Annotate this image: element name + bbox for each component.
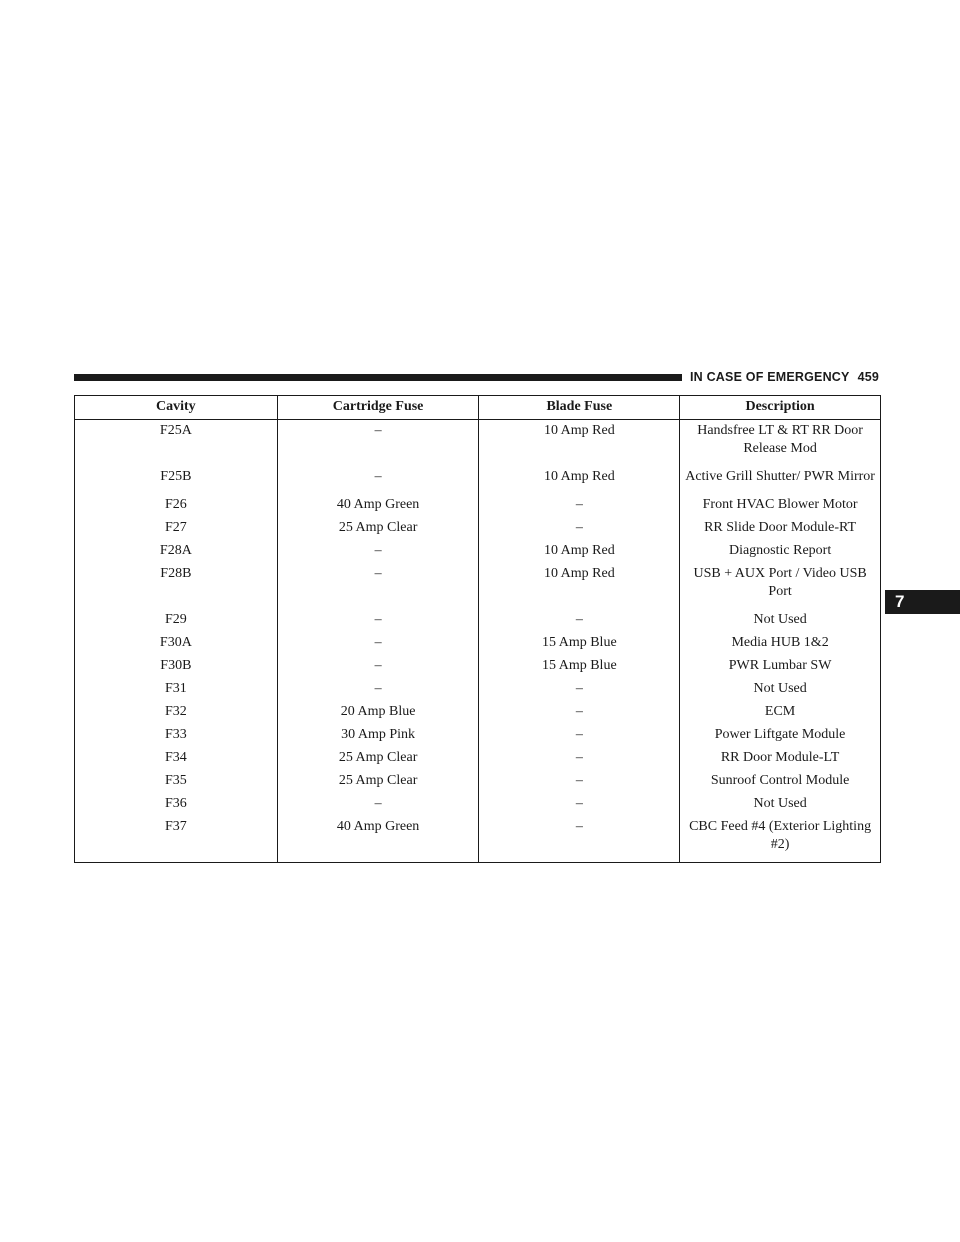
cell-cartridge-fuse: 30 Amp Pink (277, 724, 479, 747)
cell-cavity: F30A (75, 632, 278, 655)
fuse-table (74, 395, 881, 863)
cell-description: USB + AUX Port / Video USB Port (680, 563, 881, 609)
cell-description: Handsfree LT & RT RR Door Release Mod (680, 420, 881, 467)
cell-cavity: F33 (75, 724, 278, 747)
cell-cartridge-fuse: – (277, 420, 479, 467)
cell-cavity: F28B (75, 563, 278, 609)
cell-cavity: F27 (75, 517, 278, 540)
cell-description: ECM (680, 701, 881, 724)
cell-cavity: F25A (75, 420, 278, 467)
table-row (75, 466, 881, 494)
running-header (690, 369, 879, 385)
cell-description: Not Used (680, 793, 881, 816)
cell-cavity: F31 (75, 678, 278, 701)
cell-blade-fuse: 10 Amp Red (479, 466, 680, 494)
table-row (75, 770, 881, 793)
cell-cavity: F25B (75, 466, 278, 494)
cell-description: Front HVAC Blower Motor (680, 494, 881, 517)
cell-description: Media HUB 1&2 (680, 632, 881, 655)
table-header-row (75, 396, 881, 420)
cell-cavity: F37 (75, 816, 278, 863)
column-header-cartridge-fuse: Cartridge Fuse (277, 396, 479, 420)
cell-cartridge-fuse: – (277, 609, 479, 632)
cell-blade-fuse: – (479, 724, 680, 747)
table-row (75, 609, 881, 632)
table-row (75, 540, 881, 563)
section-title: IN CASE OF EMERGENCY (690, 370, 850, 384)
cell-cavity: F36 (75, 793, 278, 816)
cell-description: Power Liftgate Module (680, 724, 881, 747)
table-row (75, 420, 881, 467)
cell-cartridge-fuse: – (277, 563, 479, 609)
cell-blade-fuse: – (479, 678, 680, 701)
column-header-cavity: Cavity (75, 396, 278, 420)
header-rule (74, 374, 682, 381)
cell-cartridge-fuse: – (277, 678, 479, 701)
cell-blade-fuse: 10 Amp Red (479, 563, 680, 609)
cell-cartridge-fuse: – (277, 632, 479, 655)
cell-cartridge-fuse: 20 Amp Blue (277, 701, 479, 724)
cell-description: Diagnostic Report (680, 540, 881, 563)
cell-cartridge-fuse: 40 Amp Green (277, 816, 479, 863)
column-header-blade-fuse: Blade Fuse (479, 396, 680, 420)
cell-cartridge-fuse: 40 Amp Green (277, 494, 479, 517)
cell-blade-fuse: – (479, 517, 680, 540)
column-header-description: Description (680, 396, 881, 420)
table-row (75, 563, 881, 609)
cell-blade-fuse: – (479, 701, 680, 724)
cell-description: Sunroof Control Module (680, 770, 881, 793)
chapter-tab: 7 (885, 590, 960, 614)
table-row (75, 517, 881, 540)
cell-blade-fuse: – (479, 747, 680, 770)
cell-description: RR Door Module-LT (680, 747, 881, 770)
cell-cartridge-fuse: 25 Amp Clear (277, 770, 479, 793)
cell-cavity: F30B (75, 655, 278, 678)
cell-description: CBC Feed #4 (Exterior Lighting #2) (680, 816, 881, 863)
table-row (75, 747, 881, 770)
cell-blade-fuse: – (479, 793, 680, 816)
cell-description: Active Grill Shutter/ PWR Mirror (680, 466, 881, 494)
cell-description: RR Slide Door Module-RT (680, 517, 881, 540)
cell-cartridge-fuse: – (277, 466, 479, 494)
cell-cartridge-fuse: 25 Amp Clear (277, 747, 479, 770)
cell-blade-fuse: – (479, 816, 680, 863)
table-row (75, 632, 881, 655)
cell-cavity: F28A (75, 540, 278, 563)
cell-cartridge-fuse: – (277, 793, 479, 816)
table-row (75, 655, 881, 678)
cell-cartridge-fuse: – (277, 655, 479, 678)
cell-blade-fuse: – (479, 770, 680, 793)
cell-cavity: F35 (75, 770, 278, 793)
table-row (75, 816, 881, 863)
cell-cavity: F29 (75, 609, 278, 632)
cell-blade-fuse: 15 Amp Blue (479, 632, 680, 655)
table-body (75, 420, 881, 863)
table-row (75, 724, 881, 747)
cell-cartridge-fuse: – (277, 540, 479, 563)
cell-cavity: F32 (75, 701, 278, 724)
cell-blade-fuse: 10 Amp Red (479, 420, 680, 467)
cell-description: Not Used (680, 678, 881, 701)
cell-blade-fuse: 15 Amp Blue (479, 655, 680, 678)
table-row (75, 701, 881, 724)
page-number: 459 (857, 370, 880, 384)
table-row (75, 494, 881, 517)
cell-description: PWR Lumbar SW (680, 655, 881, 678)
cell-cavity: F26 (75, 494, 278, 517)
table-row (75, 793, 881, 816)
cell-cavity: F34 (75, 747, 278, 770)
cell-cartridge-fuse: 25 Amp Clear (277, 517, 479, 540)
table-row (75, 678, 881, 701)
cell-blade-fuse: 10 Amp Red (479, 540, 680, 563)
cell-description: Not Used (680, 609, 881, 632)
cell-blade-fuse: – (479, 494, 680, 517)
cell-blade-fuse: – (479, 609, 680, 632)
